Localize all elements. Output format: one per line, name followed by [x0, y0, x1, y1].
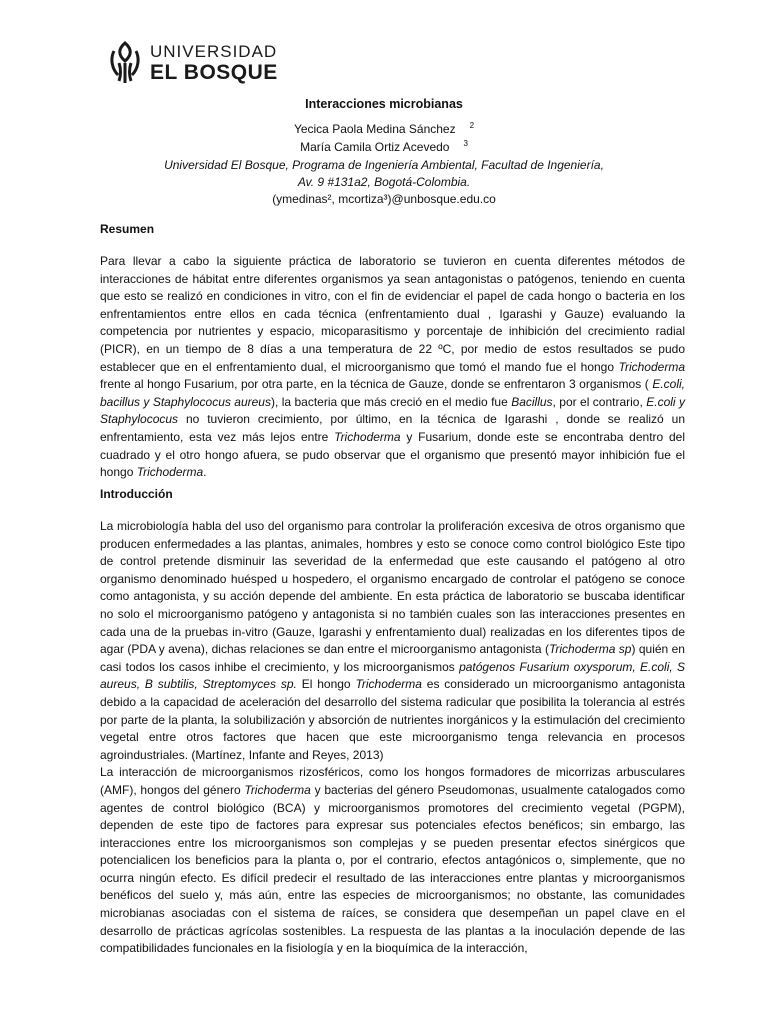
university-crest-icon: [108, 41, 142, 85]
introduccion-heading: Introducción: [100, 487, 173, 501]
author-email: (ymedinas², mcortiza³)@unbosque.edu.co: [272, 192, 496, 206]
university-logo: [108, 40, 278, 86]
introduccion-paragraph-1: La microbiología habla del uso del organismo para controlar la proliferación excesiva de otros organismo que producen enfermedades a las plantas, animales, hombres y esto se conoce como control biológico Este tipo de control pretende disminuir las severidad de la enfermedad que este causando el patógeno al otro organismo denominado huésped u hospedero, el organismo encargado de controlar el patógeno se conoce como antagonista, y su acción depende del ambiente. En esta práctica de laboratorio se buscaba identificar no solo el microorganismo patógeno y antagonista si no también cuales son las interacciones presentes en cada una de la pruebas in-vitro (Gauze, Igarashi y enfrentamiento dual) realizadas en los diferentes tipos de agar (PDA y avena), dichas relaciones se dan entre el microorganismo antagonista (Trichoderma sp) quién en casi todos los casos inhibe el crecimiento, y los microorganismos patógenos Fusarium oxysporum, E.coli, S aureus, B subtilis, Streptomyces sp. El hongo Trichoderma es considerado un microorganismo antagonista debido a la capacidad de aceleración del desarrollo del sistema radicular que posibilita la tolerancia al estrés por parte de la planta, la solubilización y absorción de nutrientes inorgánicos y la estimulación del crecimiento vegetal entre otros factores que hacen que este microorganismo tenga relevancia en procesos agroindustriales. (Martínez, Infante and Reyes, 2013): [100, 519, 686, 762]
author-name: María Camila Ortiz Acevedo: [300, 140, 450, 154]
author-superscript: 2: [469, 121, 475, 130]
introduccion-body: [100, 518, 685, 958]
resumen-body: [100, 253, 685, 482]
affiliation-line-2: Av. 9 #131a2, Bogotá-Colombia.: [297, 175, 471, 189]
author-block: [0, 121, 768, 208]
resumen-heading: Resumen: [100, 222, 155, 236]
author-2: [0, 139, 768, 157]
author-superscript: 3: [463, 139, 468, 148]
author-1: [0, 121, 768, 139]
paper-title: Interacciones microbianas: [305, 97, 463, 111]
logo-line-universidad: UNIVERSIDAD: [150, 42, 278, 61]
logo-line-el-bosque: EL BOSQUE: [150, 61, 278, 84]
introduccion-paragraph-2: La interacción de microorganismos rizosféricos, como los hongos formadores de micorrizas arbusculares (AMF), hongos del género Trichoderma y bacterias del género Pseudomonas, usualmente catalogados como agentes de control biológico (BCA) y microorganismos promotores del crecimiento vegetal (PGPM), dependen de este tipo de factores para expresar sus potenciales efectos benéficos; sin embargo, las interacciones entre los microorganismos son complejas y se pueden presentar efectos sinérgicos que potencialicen los beneficios para la planta o, por el contrario, efectos antagónicos o, simplemente, que no ocurra ningún efecto. Es difícil predecir el resultado de las interacciones entre plantas y microorganismos benéficos del suelo y, más aún, entre las especies de microorganismos; no obstante, las comunidades microbianas asociadas con el sistema de raíces, se considera que desempeñan un papel clave en el desarrollo de prácticas agrícolas sostenibles. La respuesta de las plantas a la inoculación depende de las compatibilidades funcionales en la fisiología y en la bioquímica de la interacción,: [100, 765, 685, 956]
affiliation-line-1: Universidad El Bosque, Programa de Ingeniería Ambiental, Facultad de Ingeniería,: [164, 158, 604, 172]
resumen-paragraph: Para llevar a cabo la siguiente práctica de laboratorio se tuvieron en cuenta diferentes métodos de interacciones de hábitat entre diferentes organismos ya sean antagonistas o patógenos, teniendo en cuenta que esto se realizó en condiciones in vitro, con el fin de evidenciar el papel de cada hongo o bacteria en los enfrentamientos entre ellos en cada técnica (enfrentamiento dual , Igarashi y Gauze) evaluando la competencia por nutrientes y espacio, micoparasitismo y porcentaje de inhibición del crecimiento radial (PICR), en un tiempo de 8 días a una temperatura de 22 ºC, por medio de estos resultados se pudo establecer que en el enfrentamiento dual, el microorganismo que tomó el mando fue el hongo Trichoderma frente al hongo Fusarium, por otra parte, en la técnica de Gauze, donde se enfrentaron 3 organismos ( E.coli, bacillus y Staphylococus aureus), la bacteria que más creció en el medio fue Bacillus, por el contrario, E.coli y Staphylococus no tuvieron crecimiento, por último, en la técnica de Igarashi , donde se realizó un enfrentamiento, esta vez más lejos entre Trichoderma y Fusarium, donde este se encontraba dentro del cuadrado y el otro hongo afuera, se pudo observar que el organismo que presentó mayor inhibición fue el hongo Trichoderma.: [100, 254, 685, 480]
author-name: Yecica Paola Medina Sánchez: [293, 122, 456, 136]
